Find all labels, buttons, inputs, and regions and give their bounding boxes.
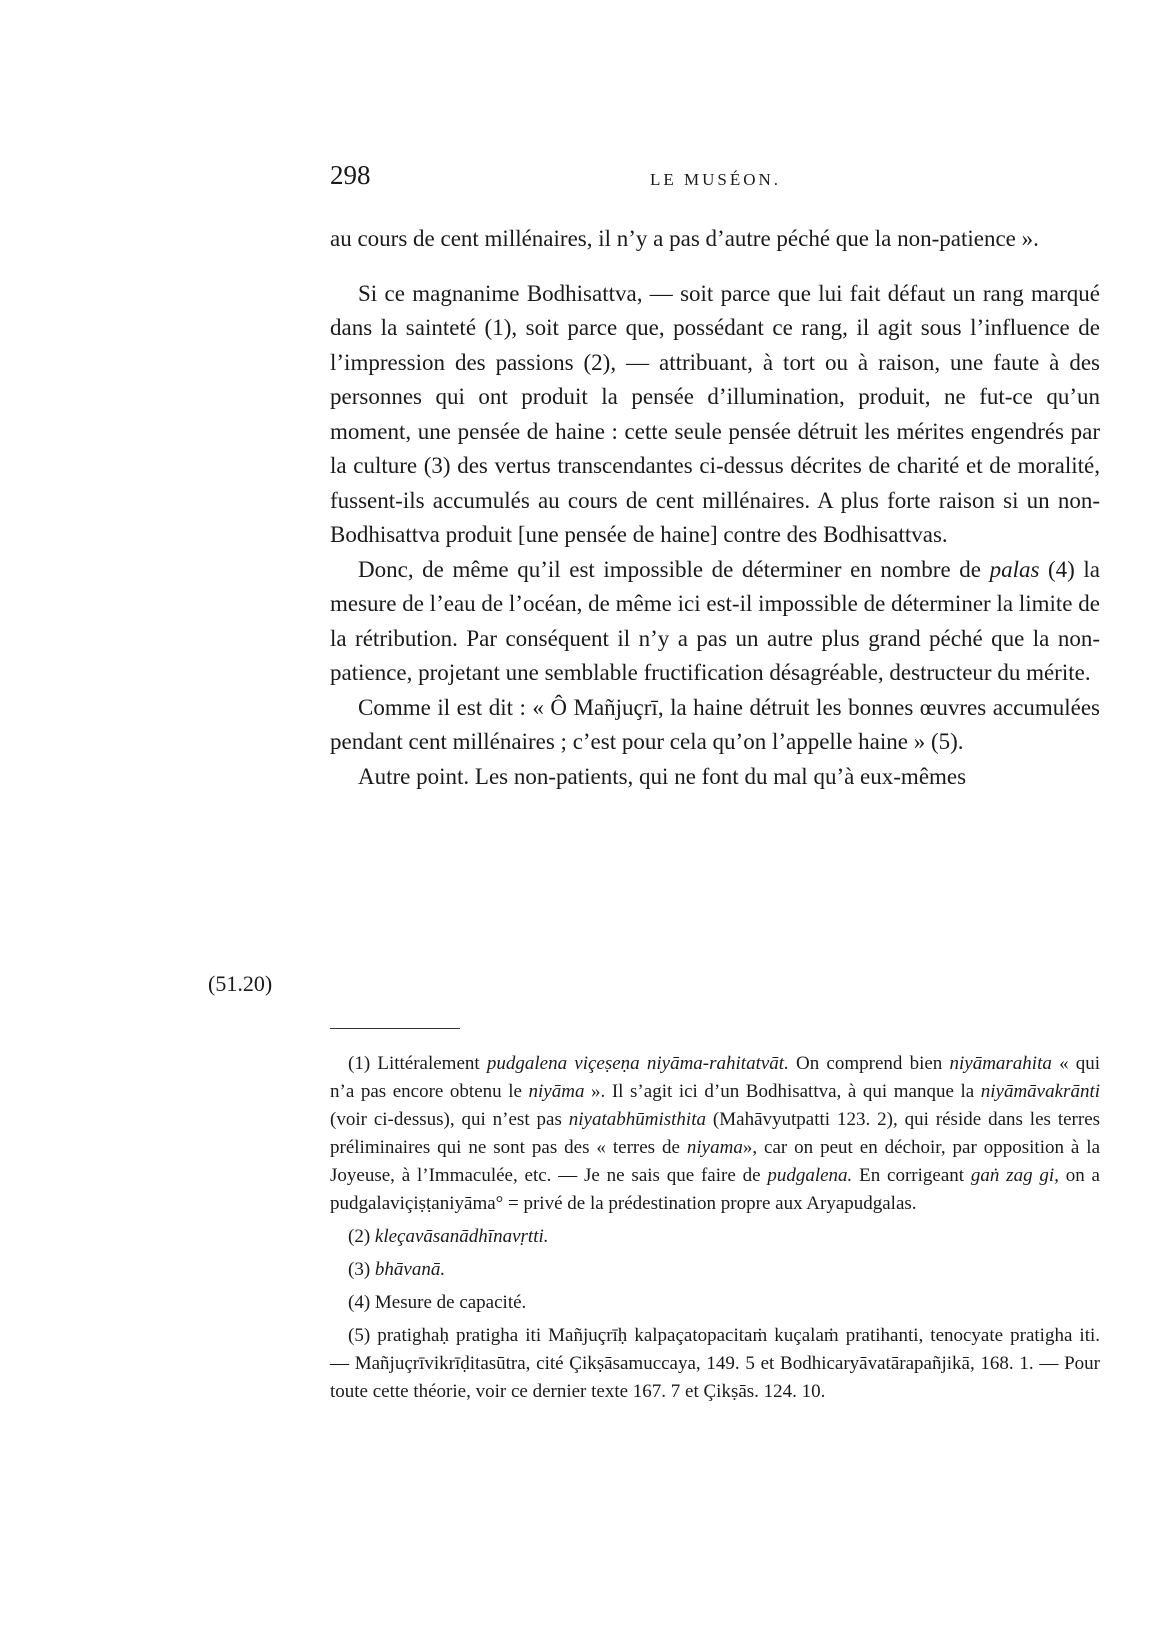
fn1-term: pudgalena. [767,1165,853,1186]
main-text [330,222,1100,794]
page-number: 298 [330,160,371,190]
fn3-term: bhāvanā. [374,1259,446,1280]
fn1-text: On comprend bien [796,1053,943,1074]
fn1-term: niyama [686,1137,743,1158]
fn1-term: niyāma [528,1081,585,1102]
page-header [330,160,1100,200]
fn1-text: (Mahāvyutpatti 123. 2), qui réside dans les terres préliminaires qui ne sont pas des « terres de [330,1109,1101,1158]
paragraph-ocean [330,553,1100,691]
fn1-term: niyatabhūmisthita [568,1109,706,1130]
paragraph-ocean-end: (4) la mesure de l’eau de l’océan, de même ici est-il impossible de déterminer la limite de la rétribution. Par conséquent il n’y a pas un autre plus grand péché que la non-patience, projetant une semblable fructification désagréable, destructeur du mérite. [330,556,1101,685]
fn1-text: (1) Littéralement [348,1053,480,1074]
footnote-4: (4) Mesure de capacité. [348,1292,527,1313]
paragraph-ocean-start: Donc, de même qu’il est impossible de déterminer en nombre de [358,556,981,582]
fn1-text: », car on peut en déchoir, par opposition à la Joyeuse, à l’Immaculée, etc. — Je ne sais que faire de [330,1137,1101,1186]
fn3-label: (3) [348,1259,371,1280]
footnote-2 [330,1223,1100,1251]
paragraph-quote: Comme il est dit : « Ô Mañjuçrī, la haine détruit les bonnes œuvres accumulées pendant cent millénaires ; c’est pour cela qu’on l’appelle haine » (5). [330,694,1100,754]
footnote-1 [330,1050,1100,1218]
fn1-text: ». Il s’agit ici d’un Bodhisattva, à qui manque la [591,1081,975,1102]
footnote-3 [330,1256,1100,1284]
footnote-5: (5) pratighaḥ pratigha iti Mañjuçrīḥ kalpaçatopacitaṁ kuçalaṁ pratihanti, tenocyate pratigha iti. — Mañjuçrīvikrīḍitasūtra, cité Çikṣāsamuccaya, 149. 5 et Bodhicaryāvatārapañjikā, 168. 1. — Pour toute cette théorie, voir ce dernier texte 167. 7 et Çikṣās. 124. 10. [330,1325,1100,1402]
fn2-term: kleçavāsanādhīnavṛtti. [374,1226,549,1247]
margin-reference: (51.20) [208,971,273,996]
paragraph-autre-point: Autre point. Les non-patients, qui ne font du mal qu’à eux-mêmes [358,763,967,789]
term-palas: palas [989,556,1040,582]
fn1-text: (voir ci-dessus), qui n’est pas [330,1109,562,1130]
fn1-term: gaṅ zag gi, [970,1165,1059,1186]
footnotes [330,1050,1100,1411]
fn1-text: « qui n’a pas encore obtenu le [330,1053,1101,1102]
fn2-label: (2) [348,1226,371,1247]
fn1-term: niyāmarahita [949,1053,1052,1074]
fn1-text: En corrigeant [859,1165,965,1186]
paragraph-continuation: au cours de cent millénaires, il n’y a pas d’autre péché que la non-patience ». [330,226,1039,251]
running-title: LE MUSÉON. [650,170,782,189]
fn1-text: on a pudgalaviçiṣṭaniyāma° = privé de la prédestination propre aux Aryapudgalas. [330,1165,1100,1214]
footnote-rule [330,1028,460,1029]
fn1-term: pudgalena viçeṣeṇa niyāma-rahitatvāt. [486,1053,789,1074]
paragraph-bodhisattva: Si ce magnanime Bodhisattva, — soit parce que lui fait défaut un rang marqué dans la sainteté (1), soit parce que, possédant ce rang, il agit sous l’influence de l’impression des passions (2), — attribuant, à tort ou à raison, une faute à des personnes qui ont produit la pensée d’illumination, produit, ne fut-ce qu’un moment, une pensée de haine : cette seule pensée détruit les mérites engendrés par la culture (3) des vertus transcendantes ci-dessus décrites de charité et de moralité, fussent-ils accumulés au cours de cent millénaires. A plus forte raison si un non-Bodhisattva produit [une pensée de haine] contre des Bodhisattvas. [330,280,1100,547]
fn1-term: niyāmāvakrānti [980,1081,1101,1102]
